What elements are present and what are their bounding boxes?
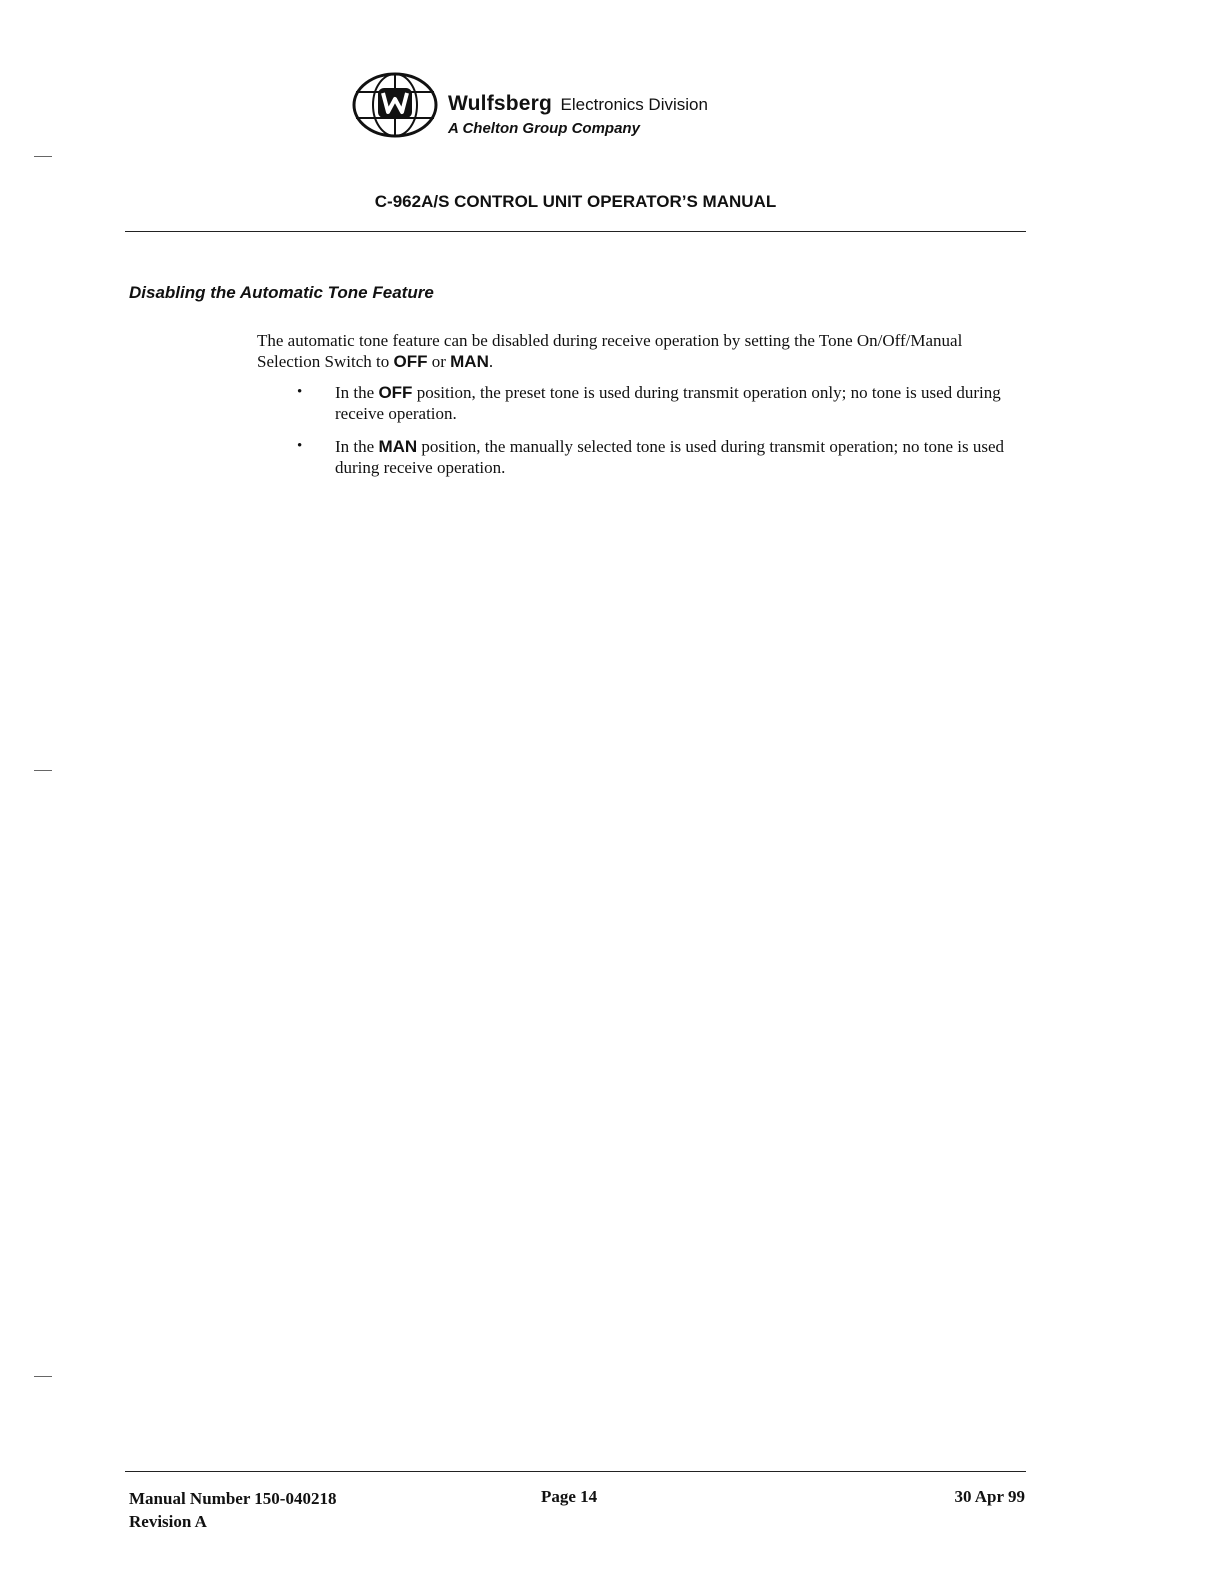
bullet-keyword-off: OFF	[378, 383, 413, 402]
header-logo-block	[352, 72, 792, 144]
brand-division: Electronics Division	[560, 95, 708, 114]
footer-manual-number: Manual Number 150-040218	[129, 1489, 337, 1508]
brand-name: Wulfsberg	[448, 92, 553, 115]
brand-tagline: A Chelton Group Company	[448, 120, 640, 137]
wulfsberg-globe-logo-icon	[352, 72, 438, 138]
footer-manual-info	[129, 1487, 336, 1533]
bullet-keyword-man: MAN	[378, 437, 418, 456]
section-body	[257, 330, 1027, 490]
bullet-prefix: In the	[335, 437, 379, 456]
intro-connector: or	[427, 352, 451, 371]
intro-option-man: MAN	[450, 352, 489, 371]
section-heading: Disabling the Automatic Tone Feature	[129, 283, 434, 302]
intro-paragraph	[257, 330, 1027, 372]
bullet-prefix: In the	[335, 383, 379, 402]
intro-text-before: The automatic tone feature can be disabled during receive operation by setting the Tone On/Off/Manual Selection Switch to	[257, 331, 963, 371]
bullet-text: position, the manually selected tone is used during transmit operation; no tone is used during receive operation.	[335, 437, 1005, 477]
bullet-list	[257, 382, 1027, 478]
intro-option-off: OFF	[393, 352, 428, 371]
footer-rule	[125, 1471, 1026, 1472]
footer-date: 30 Apr 99	[954, 1487, 1025, 1506]
scan-margin-mark	[34, 156, 52, 157]
header-rule	[125, 231, 1026, 232]
bullet-text: position, the preset tone is used during transmit operation only; no tone is used during receive operation.	[335, 383, 1001, 423]
scan-margin-mark	[34, 1376, 52, 1377]
list-item	[257, 436, 1027, 478]
brand-line	[448, 92, 708, 116]
intro-text-after: .	[488, 352, 494, 371]
footer-revision: Revision A	[129, 1512, 207, 1531]
manual-title: C-962A/S CONTROL UNIT OPERATOR’S MANUAL	[374, 192, 777, 211]
footer-page-number: Page 14	[541, 1487, 598, 1506]
bullet-marker: •	[297, 384, 303, 400]
bullet-marker: •	[297, 438, 303, 454]
scan-margin-mark	[34, 770, 52, 771]
list-item	[257, 382, 1027, 424]
